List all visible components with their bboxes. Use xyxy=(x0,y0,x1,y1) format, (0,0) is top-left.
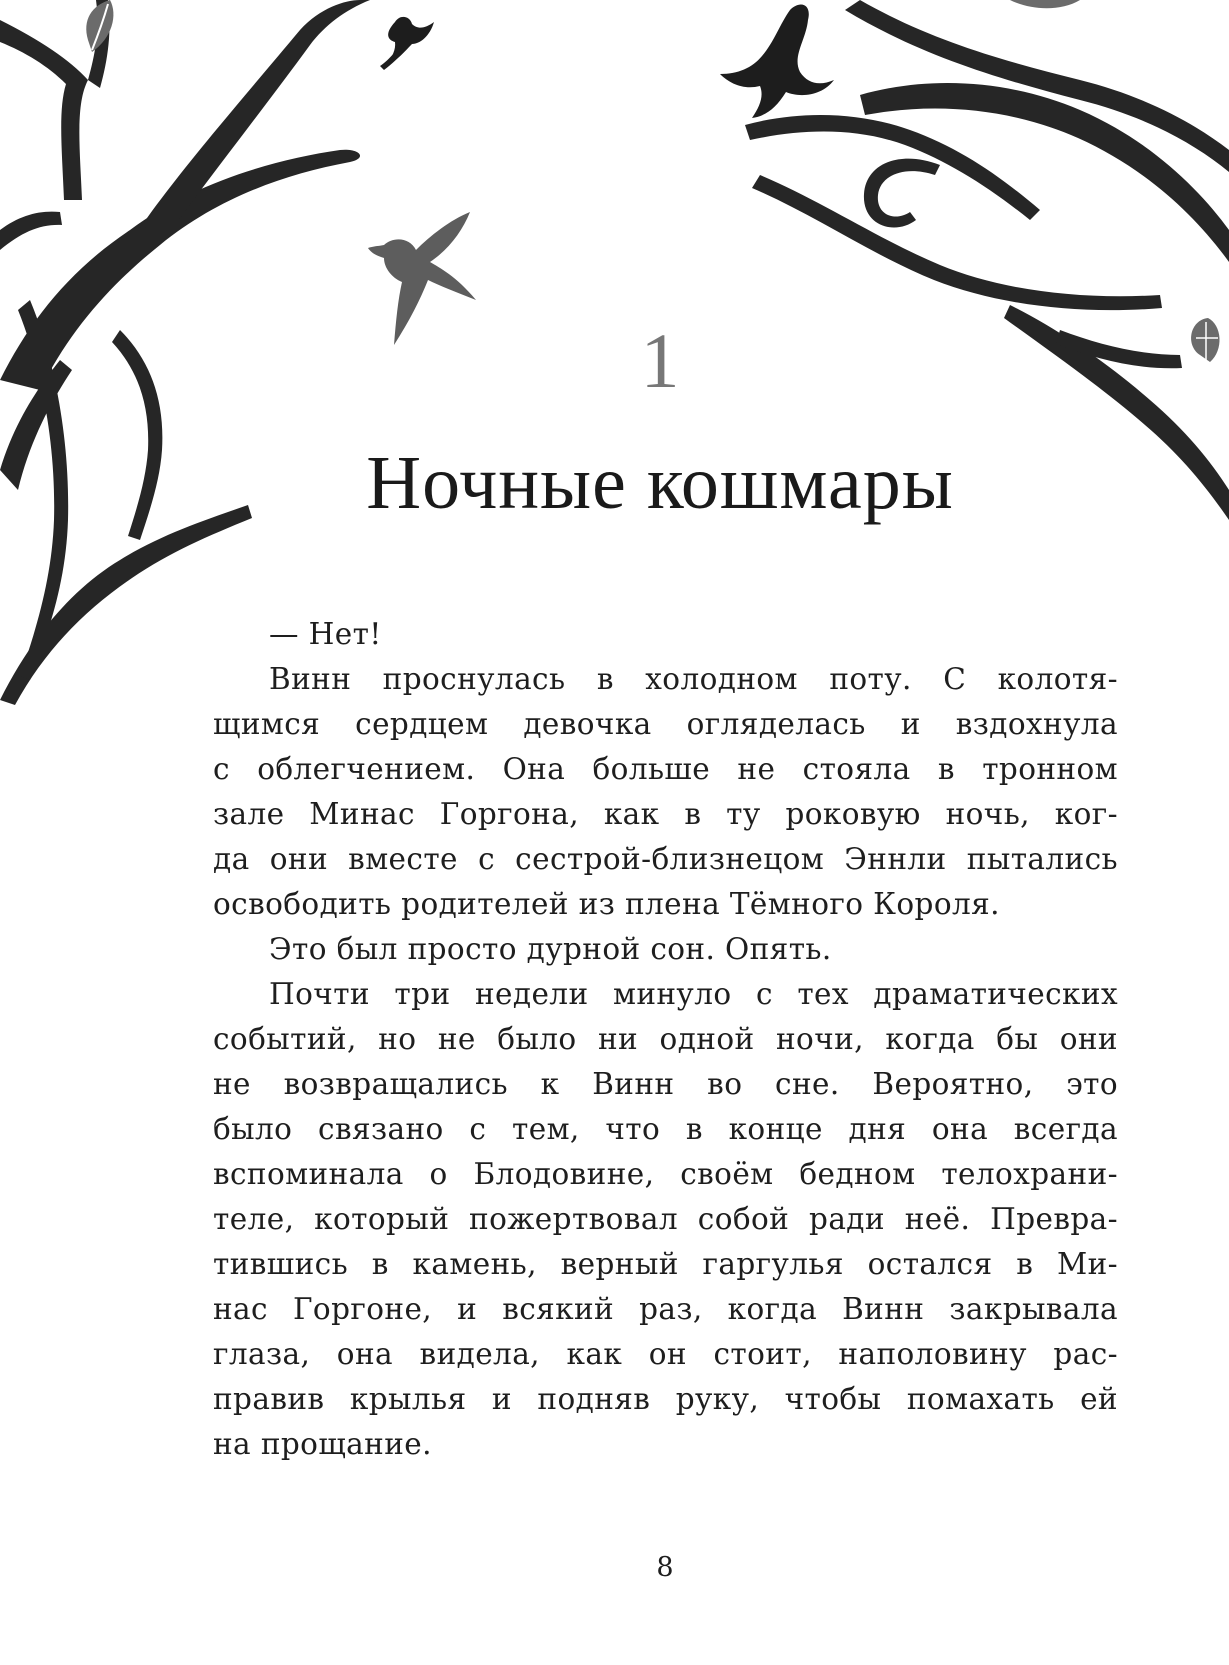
paragraph-line: — Нет! xyxy=(269,617,382,651)
paragraph-line: событий, но не было ни одной ночи, когда бы они xyxy=(213,1022,1118,1056)
paragraph-line: было связано с тем, что в конце дня она всегда xyxy=(213,1112,1118,1146)
swallow-bird-icon xyxy=(368,212,476,345)
paragraph-line: освободить родителей из плена Тёмного Короля. xyxy=(213,887,1000,921)
paragraph-line: на прощание. xyxy=(213,1427,432,1461)
page-number: 8 xyxy=(656,1552,674,1583)
bird-top-right-icon xyxy=(720,5,834,118)
chapter-title: Ночные кошмары xyxy=(366,441,954,525)
paragraph-line: тившись в камень, верный гаргулья остался в Ми- xyxy=(213,1247,1118,1281)
left-leaf xyxy=(86,0,113,52)
paragraph-line: Это был просто дурной сон. Опять. xyxy=(269,932,832,966)
paragraph-line: с облегчением. Она больше не стояла в тронном xyxy=(213,752,1118,786)
paragraph-line: да они вместе с сестрой-близнецом Эннли пытались xyxy=(213,842,1118,876)
paragraph-line: правив крылья и подняв руку, чтобы помахать ей xyxy=(213,1382,1118,1416)
paragraph-line: щимся сердцем девочка огляделась и вздохнула xyxy=(213,707,1118,741)
paragraph-line: нас Горгоне, и всякий раз, когда Винн закрывала xyxy=(213,1292,1118,1326)
paragraph-line: Почти три недели минуло с тех драматических xyxy=(269,977,1118,1011)
paragraph-line: зале Минас Горгона, как в ту роковую ночь, ког- xyxy=(213,797,1118,831)
paragraph-line: Винн проснулась в холодном поту. С колотя- xyxy=(269,662,1118,696)
paragraph-line: не возвращались к Винн во сне. Вероятно, это xyxy=(213,1067,1118,1101)
left-tree-branches xyxy=(0,0,370,705)
bird-top-center-icon xyxy=(380,17,434,70)
paragraph-line: теле, который пожертвовал собой ради неё. Превра- xyxy=(213,1202,1118,1236)
paragraph-line: глаза, она видела, как он стоит, наполовину рас- xyxy=(213,1337,1118,1371)
chapter-number: 1 xyxy=(640,317,680,404)
paragraph-line: вспоминала о Блодовине, своём бедном телохрани- xyxy=(213,1157,1118,1191)
chapter-body xyxy=(213,612,1118,1467)
